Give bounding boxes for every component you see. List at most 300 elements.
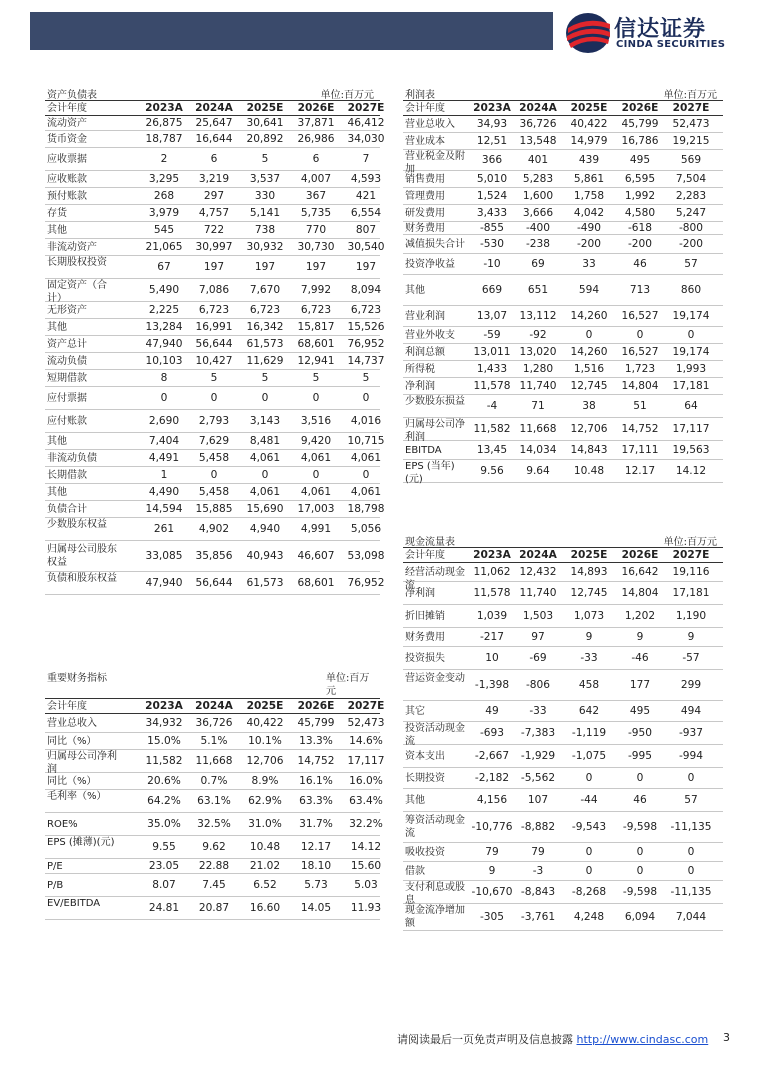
cell-value: 57 [684,793,698,806]
cell-value: 52,473 [347,716,385,729]
cell-value: 64 [684,399,698,412]
cell-value: 1,202 [624,609,656,622]
table-row [403,116,723,133]
cell-value: 34,030 [347,132,385,145]
table-title: 利润表 [405,90,435,101]
cell-value: -10,776 [471,820,513,833]
row-label: 其他 [47,224,67,236]
header-year: 2025E [570,549,608,561]
header-year: 2026E [621,102,659,114]
cell-value: 268 [153,189,175,202]
cell-value: -9,543 [571,820,607,833]
row-label: 经营活动现金流 [405,566,465,591]
table-row [45,387,380,410]
cell-value: 10.48 [249,840,281,853]
cell-value: 46,412 [347,116,385,129]
cell-value: 19,563 [672,443,710,456]
cell-value: 13,548 [519,134,557,147]
cell-value: 15,885 [195,502,233,515]
row-label: 借款 [405,865,425,877]
table-unit: 单位:百万元 [663,537,717,548]
cell-value: 9 [687,630,695,643]
row-label: 营业外收支 [405,329,455,341]
row-label: 存货 [47,207,67,219]
cell-value: 0 [585,864,593,877]
row-label: 应收账款 [47,173,87,185]
cell-value: -2,182 [474,771,510,784]
cell-value: 14.12 [675,464,707,477]
header-year: 2025E [246,700,284,712]
cell-value: 14,260 [570,309,608,322]
cell-value: 18,798 [347,502,385,515]
cell-value: 5,010 [476,172,508,185]
cell-value: 9.62 [202,840,226,853]
row-label: 短期借款 [47,372,87,384]
cell-value: 47,940 [145,576,183,589]
row-label: EPS (摊薄)(元) [47,837,115,848]
table-row [403,904,723,931]
cell-value: 10.1% [248,734,282,747]
cell-value: 61,573 [246,576,284,589]
row-label: 毛利率（%） [47,791,107,802]
cell-value: 68,601 [297,337,335,350]
row-label: 营业税金及附加 [405,151,465,175]
cell-value: -9,598 [622,885,658,898]
row-label: 投资活动现金流 [405,723,465,747]
cell-value: -33 [529,704,547,717]
cell-value: 860 [680,283,702,296]
cell-value: 13,07 [476,309,508,322]
cell-value: 5 [362,371,370,384]
cell-value: 5 [210,371,218,384]
cell-value: 35.0% [147,817,181,830]
table-row [45,714,385,733]
cell-value: 1,280 [522,362,554,375]
cell-value: 14,737 [347,354,385,367]
row-label: 预付账款 [47,190,87,202]
table-row [403,701,723,722]
table-row [403,460,723,483]
cell-value: 9.56 [480,464,504,477]
table-row [403,254,723,275]
table-row [45,750,385,775]
cell-value: 9 [488,864,496,877]
header-year: 2024A [195,102,233,114]
table-title-row [403,84,723,101]
row-label: 归属母公司净利润 [47,751,117,775]
table-row [45,171,380,188]
cell-value: 19,116 [672,565,710,578]
cell-value: 4,593 [350,172,382,185]
cell-value: 11,668 [195,754,233,767]
header-year: 2023A [145,700,183,712]
cell-value: 20.87 [198,901,230,914]
table-row [45,302,380,319]
cell-value: 19,174 [672,309,710,322]
cell-value: 8.07 [152,878,176,891]
cell-value: 0 [636,328,644,341]
table-row [403,745,723,768]
cell-value: -490 [576,222,602,234]
cell-value: 7,670 [249,283,281,296]
row-label: 营运资金变动 [405,673,465,684]
cell-value: 642 [578,704,600,717]
header-year: 2023A [145,102,183,114]
cell-value: 6,554 [350,206,382,219]
cell-value: 14,843 [570,443,608,456]
cell-value: 0 [585,328,593,341]
cell-value: 12,51 [476,134,508,147]
cell-value: 14,034 [519,443,557,456]
cell-value: -3,761 [520,910,556,923]
cell-value: 20,892 [246,132,284,145]
cell-value: 0.7% [200,774,228,787]
table-row [45,188,380,205]
footer-disclaimer [397,1031,708,1047]
cell-value: 2 [160,152,168,165]
row-label: 货币资金 [47,133,87,145]
header-year: 2024A [519,549,557,561]
cell-value: 13,284 [145,320,183,333]
cell-value: 6 [312,152,320,165]
row-label: 其他 [47,321,67,333]
header-year: 2024A [195,700,233,712]
cell-value: 45,799 [297,716,335,729]
cell-value: 13,112 [519,309,557,322]
cell-value: 197 [203,260,225,273]
header-year: 2026E [297,700,335,712]
cell-value: 8 [160,371,168,384]
cell-value: -44 [580,793,598,806]
cell-value: 669 [481,283,503,296]
header-year: 2027E [347,700,385,712]
cell-value: 807 [355,223,377,236]
cell-value: -69 [529,651,547,664]
cell-value: 23.05 [148,859,180,872]
cell-value: -3 [532,864,544,877]
cell-value: 0 [687,845,695,858]
cell-value: 10,427 [195,354,233,367]
cell-value: 421 [355,189,377,202]
cell-value: 0 [261,391,269,404]
cell-value: -806 [525,678,551,691]
row-label: 同比（%） [47,735,97,747]
table-row [403,361,723,378]
cell-value: 1 [160,468,168,481]
cell-value: 5 [261,371,269,384]
cell-value: 0 [636,845,644,858]
cell-value: 5 [312,371,320,384]
cell-value: -1,075 [571,749,607,762]
cell-value: -59 [483,328,501,341]
header-year: 2025E [570,102,608,114]
table-unit: 单位:百万元 [320,90,374,101]
cell-value: 11,578 [473,586,511,599]
cell-value: 49 [485,704,499,717]
header-year: 2026E [621,549,659,561]
row-label: 少数股东权益 [47,519,107,530]
row-label: 应付票据 [47,392,87,404]
table-row [403,563,723,591]
table-row [403,171,723,188]
cell-value: 5,735 [300,206,332,219]
table-row [403,205,723,222]
row-label: 管理费用 [405,190,445,202]
cell-value: 20.6% [147,774,181,787]
cell-value: 9.55 [152,840,176,853]
cell-value: -200 [576,237,602,250]
table-row [45,874,380,897]
cell-value: 12,941 [297,354,335,367]
row-label: 利润总额 [405,346,445,358]
cell-value: 11,740 [519,379,557,392]
table-title: 现金流量表 [405,537,455,548]
footer-website-link[interactable]: http://www.cindasc.com [576,1033,709,1046]
header-label: 会计年度 [47,701,87,712]
cell-value: 594 [578,283,600,296]
cell-value: 1,758 [573,189,605,202]
cell-value: 36,726 [195,716,233,729]
table-row [403,768,723,789]
cell-value: 1,516 [573,362,605,375]
row-label: 其他 [405,284,425,296]
cell-value: 495 [629,704,651,717]
row-label: 负债和股东权益 [47,573,117,584]
row-label: 投资净收益 [405,258,455,270]
cell-value: 24.81 [148,901,180,914]
cell-value: 14,594 [145,502,183,515]
cell-value: 7,504 [675,172,707,185]
table-header-row [45,699,385,714]
cell-value: 177 [629,678,651,691]
table-header-row [45,101,385,116]
cell-value: 16,527 [621,309,659,322]
cell-value: 5.1% [200,734,228,747]
cell-value: 3,979 [148,206,180,219]
cell-value: 722 [203,223,225,236]
cell-value: -530 [479,237,505,250]
cell-value: -8,843 [520,885,556,898]
table-title-row [45,84,380,101]
cell-value: 15,690 [246,502,284,515]
cell-value: 366 [481,153,503,166]
table-row [45,467,380,484]
cell-value: 31.0% [248,817,282,830]
cell-value: 0 [636,771,644,784]
cell-value: 197 [305,260,327,273]
table-row [45,450,380,467]
header-year: 2027E [672,549,710,561]
header-year: 2024A [519,102,557,114]
cell-value: 30,730 [297,240,335,253]
cell-value: 16.1% [299,774,333,787]
cell-value: 3,516 [300,414,332,427]
cell-value: 2,283 [675,189,707,202]
header-year: 2023A [473,102,511,114]
cell-value: 299 [680,678,702,691]
table-row [403,418,723,441]
row-label: 应付账款 [47,415,87,427]
table-row [45,897,380,920]
cell-value: 63.3% [299,794,333,807]
cell-value: -92 [529,328,547,341]
cell-value: 68,601 [297,576,335,589]
cell-value: 3,219 [198,172,230,185]
table-title-row [45,670,380,699]
row-label: 资本支出 [405,750,445,762]
table-row [403,582,723,605]
row-label: 现金流净增加额 [405,905,465,929]
row-label: 营业总收入 [405,118,455,130]
cell-value: 0 [585,845,593,858]
table-title-row [403,531,723,548]
table-row [45,813,383,836]
cell-value: 53,098 [347,549,385,562]
cell-value: 367 [305,189,327,202]
table-row [45,239,385,256]
cell-value: -1,929 [520,749,556,762]
cell-value: 16,342 [246,320,284,333]
cell-value: 770 [305,223,327,236]
cell-value: -305 [479,910,505,923]
cell-value: 5,056 [350,522,382,535]
header-year: 2027E [672,102,710,114]
cell-value: 11.93 [350,901,382,914]
cell-value: 45,799 [621,117,659,130]
table-row [45,518,380,541]
cell-value: 18,787 [145,132,183,145]
cell-value: 5,247 [675,206,707,219]
row-label: 营业总收入 [47,717,97,729]
cell-value: 76,952 [347,576,385,589]
cell-value: 34,93 [476,117,508,130]
cell-value: 13,011 [473,345,511,358]
cell-value: 4,061 [249,485,281,498]
row-label: 固定资产（合计） [47,280,107,304]
cell-value: 40,422 [246,716,284,729]
cell-value: 4,156 [476,793,508,806]
cell-value: 14.6% [349,734,383,747]
table-row [45,859,380,874]
cell-value: 11,582 [473,422,511,435]
cell-value: 38 [582,399,596,412]
cell-value: 79 [485,845,499,858]
table-row [45,319,385,336]
row-label: 归属母公司股东权益 [47,544,117,568]
cell-value: 3,143 [249,414,281,427]
cell-value: 9.64 [526,464,550,477]
cell-value: 14,804 [621,586,659,599]
cell-value: 76,952 [347,337,385,350]
cell-value: 3,433 [476,206,508,219]
cell-value: 439 [578,153,600,166]
row-label: EV/EBITDA [47,898,101,909]
cell-value: 4,061 [350,485,382,498]
table-row [45,370,380,387]
cell-value: 16,786 [621,134,659,147]
row-label: P/E [47,860,63,872]
cell-value: 4,491 [148,451,180,464]
cell-value: 7,992 [300,283,332,296]
cell-value: 7,044 [675,910,707,923]
row-label: 净利润 [405,380,435,392]
table-row [45,116,385,131]
row-label: 流动资产 [47,117,87,129]
cell-value: 5.03 [354,878,378,891]
table-row [403,812,723,843]
cell-value: 16.60 [249,901,281,914]
cell-value: 4,490 [148,485,180,498]
cell-value: 1,433 [476,362,508,375]
cell-value: 14,804 [621,379,659,392]
cell-value: 51 [633,399,647,412]
cash-flow-table [403,531,723,931]
cell-value: 4,991 [300,522,332,535]
cell-value: 545 [153,223,175,236]
cell-value: 32.2% [349,817,383,830]
cell-value: 40,422 [570,117,608,130]
cell-value: 4,061 [249,451,281,464]
row-label: EPS (当年)(元) [405,461,455,485]
cell-value: 197 [355,260,377,273]
cell-value: 13,020 [519,345,557,358]
table-header-row [403,101,723,116]
header-bar [30,12,553,50]
cell-value: -7,383 [520,726,556,739]
cell-value: 62.9% [248,794,282,807]
table-row [403,862,723,881]
table-unit: 单位:百万元 [326,673,370,697]
row-label: 长期股权投资 [47,257,107,268]
cell-value: 15,526 [347,320,385,333]
row-label: 投资损失 [405,652,445,664]
row-label: 负债合计 [47,503,87,515]
cell-value: 40,943 [246,549,284,562]
cell-value: 8,094 [350,283,382,296]
cell-value: 64.2% [147,794,181,807]
row-label: 归属母公司净利润 [405,419,465,443]
cell-value: 5,458 [198,451,230,464]
cell-value: 4,061 [350,451,382,464]
cell-value: 26,875 [145,116,183,129]
cell-value: 4,940 [249,522,281,535]
cell-value: 30,641 [246,116,284,129]
table-row [45,148,380,171]
cell-value: 47,940 [145,337,183,350]
cell-value: 10,715 [347,434,385,447]
logo-english-name: CINDA SECURITIES [616,39,726,50]
row-label: 长期投资 [405,772,445,784]
cell-value: 12.17 [300,840,332,853]
header-year: 2025E [246,102,284,114]
table-row [403,628,723,647]
cell-value: 6,595 [624,172,656,185]
row-label: 支付利息或股息 [405,882,465,906]
table-row [403,150,723,175]
cell-value: 4,061 [300,451,332,464]
cell-value: 14.05 [300,901,332,914]
cell-value: 79 [531,845,545,858]
cell-value: -855 [479,222,505,234]
cell-value: -57 [682,651,700,664]
cell-value: 7,404 [148,434,180,447]
table-row [403,789,723,812]
cell-value: 56,644 [195,576,233,589]
cell-value: 16,644 [195,132,233,145]
cell-value: 6 [210,152,218,165]
cell-value: -994 [678,749,704,762]
cell-value: 4,007 [300,172,332,185]
